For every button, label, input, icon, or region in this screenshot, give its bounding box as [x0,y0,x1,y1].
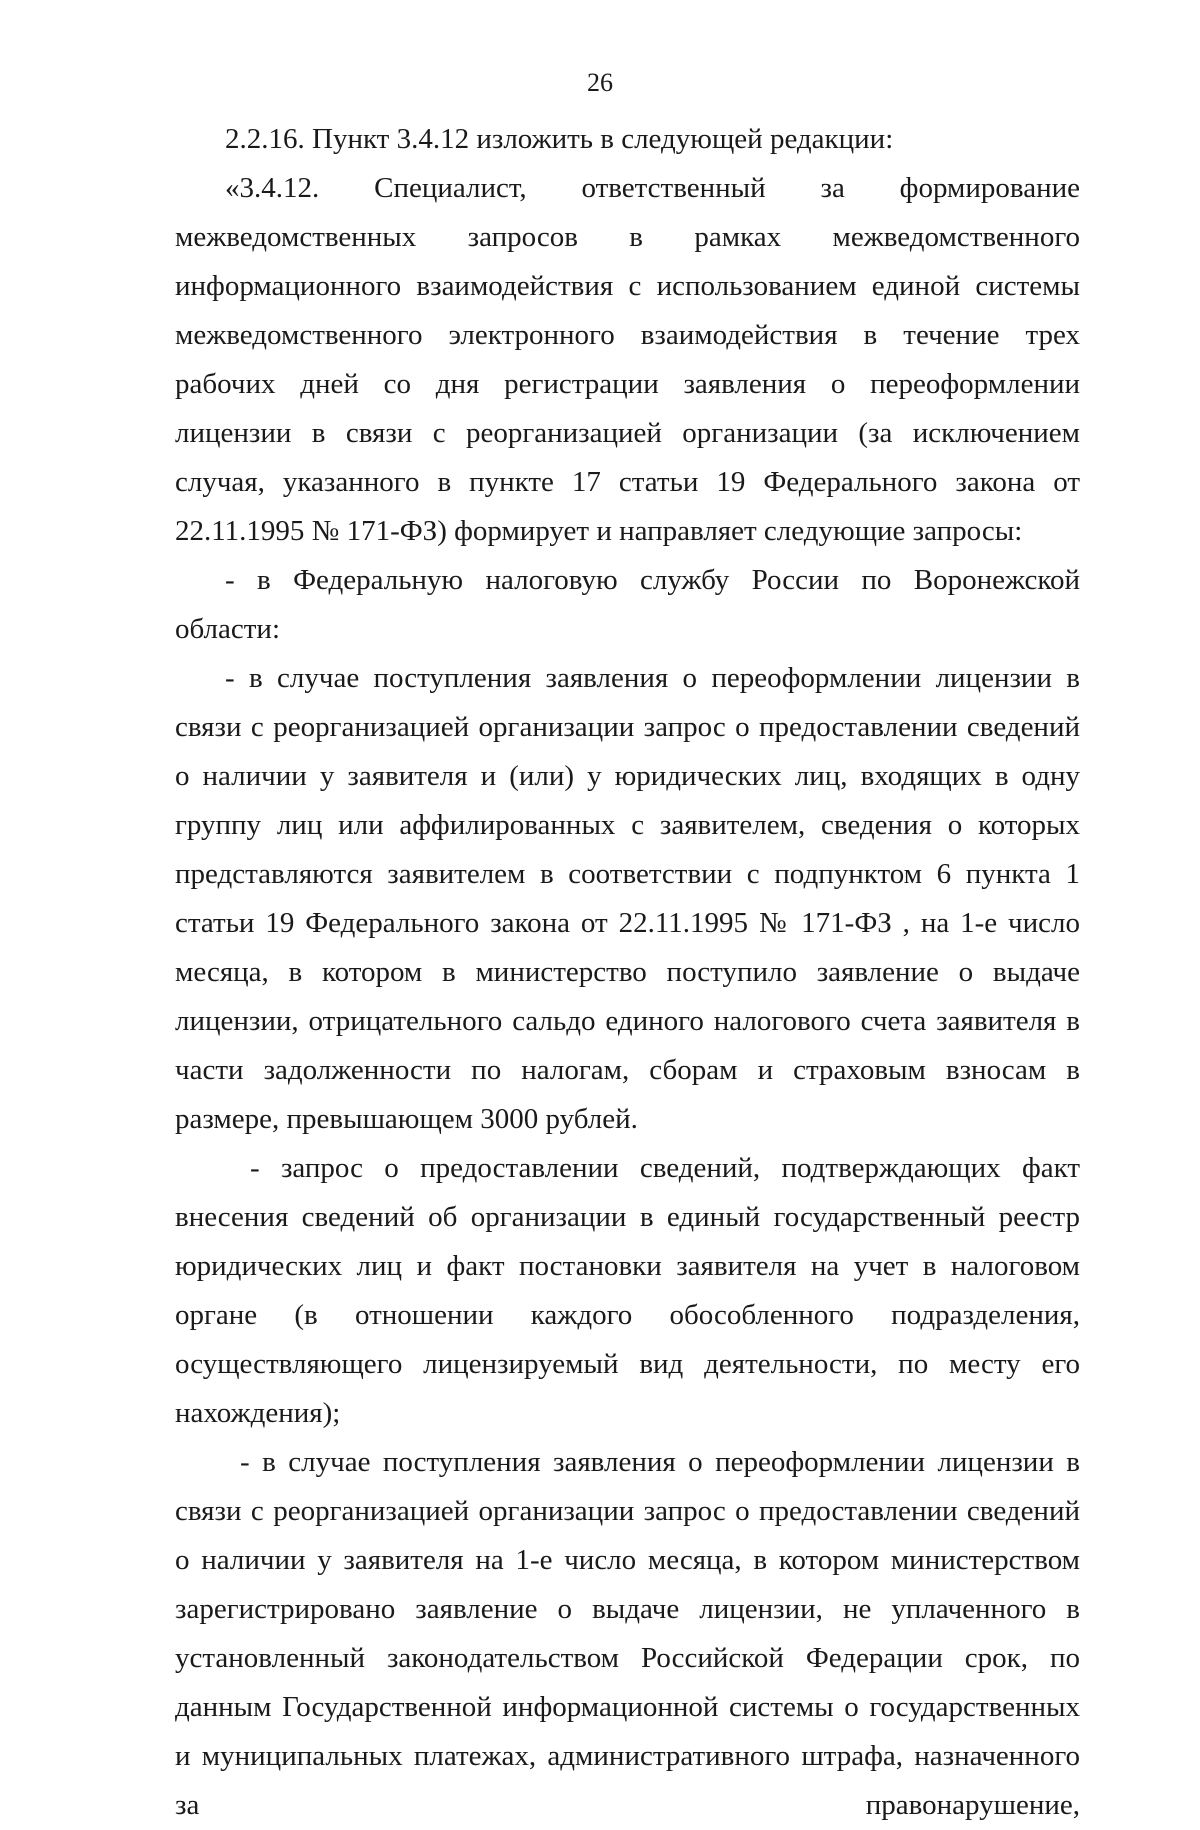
page-number: 26 [587,68,613,97]
paragraph-negative-balance-request: - в случае поступления заявления о переоформлении лицензии в связи с реорганизацией организации запрос о предоставлении сведений о наличии у заявителя и (или) у юридических лиц, входящих в одну группу лиц или аффилированных с заявителем, сведения о которых представляются заявителем в соответствии с подпунктом 6 пункта 1 статьи 19 Федерального закона от 22.11.1995 № 171-ФЗ , на 1-е число месяца, в котором в министерство поступило заявление о выдаче лицензии, отрицательного сальдо единого налогового счета заявителя в части задолженности по налогам, сборам и страховым взносам в размере, превышающем 3000 рублей. [175,662,1080,1135]
paragraph-unpaid-fine-request: - в случае поступления заявления о переоформлении лицензии в связи с реорганизацией организации запрос о предоставлении сведений о наличии у заявителя на 1-е число месяца, в котором министерством зарегистрировано заявление о выдаче лицензии, не уплаченного в установленный законодательством Российской Федерации срок, по данным Государственной информационной системы о государственных и муниципальных платежах, административного штрафа, назначенного за правонарушение, [175,1446,1080,1821]
paragraph-amendment-heading: 2.2.16. Пункт 3.4.12 изложить в следующей редакции: [225,123,894,155]
document-body [175,115,1080,1830]
paragraph-registry-request: - запрос о предоставлении сведений, подтверждающих факт внесения сведений об организации в единый государственный реестр юридических лиц и факт постановки заявителя на учет в налоговом органе (в отношении каждого обособленного подразделения, осуществляющего лицензируемый вид деятельности, по месту его нахождения); [175,1152,1080,1429]
paragraph-tax-service: - в Федеральную налоговую службу России по Воронежской области: [175,564,1080,645]
paragraph-specialist-clause: «3.4.12. Специалист, ответственный за формирование межведомственных запросов в рамках межведомственного информационного взаимодействия с использованием единой системы межведомственного электронного взаимодействия в течение трех рабочих дней со дня регистрации заявления о переоформлении лицензии в связи с реорганизацией организации (за исключением случая, указанного в пункте 17 статьи 19 Федерального закона от 22.11.1995 № 171-ФЗ) формирует и направляет следующие запросы: [175,172,1080,547]
